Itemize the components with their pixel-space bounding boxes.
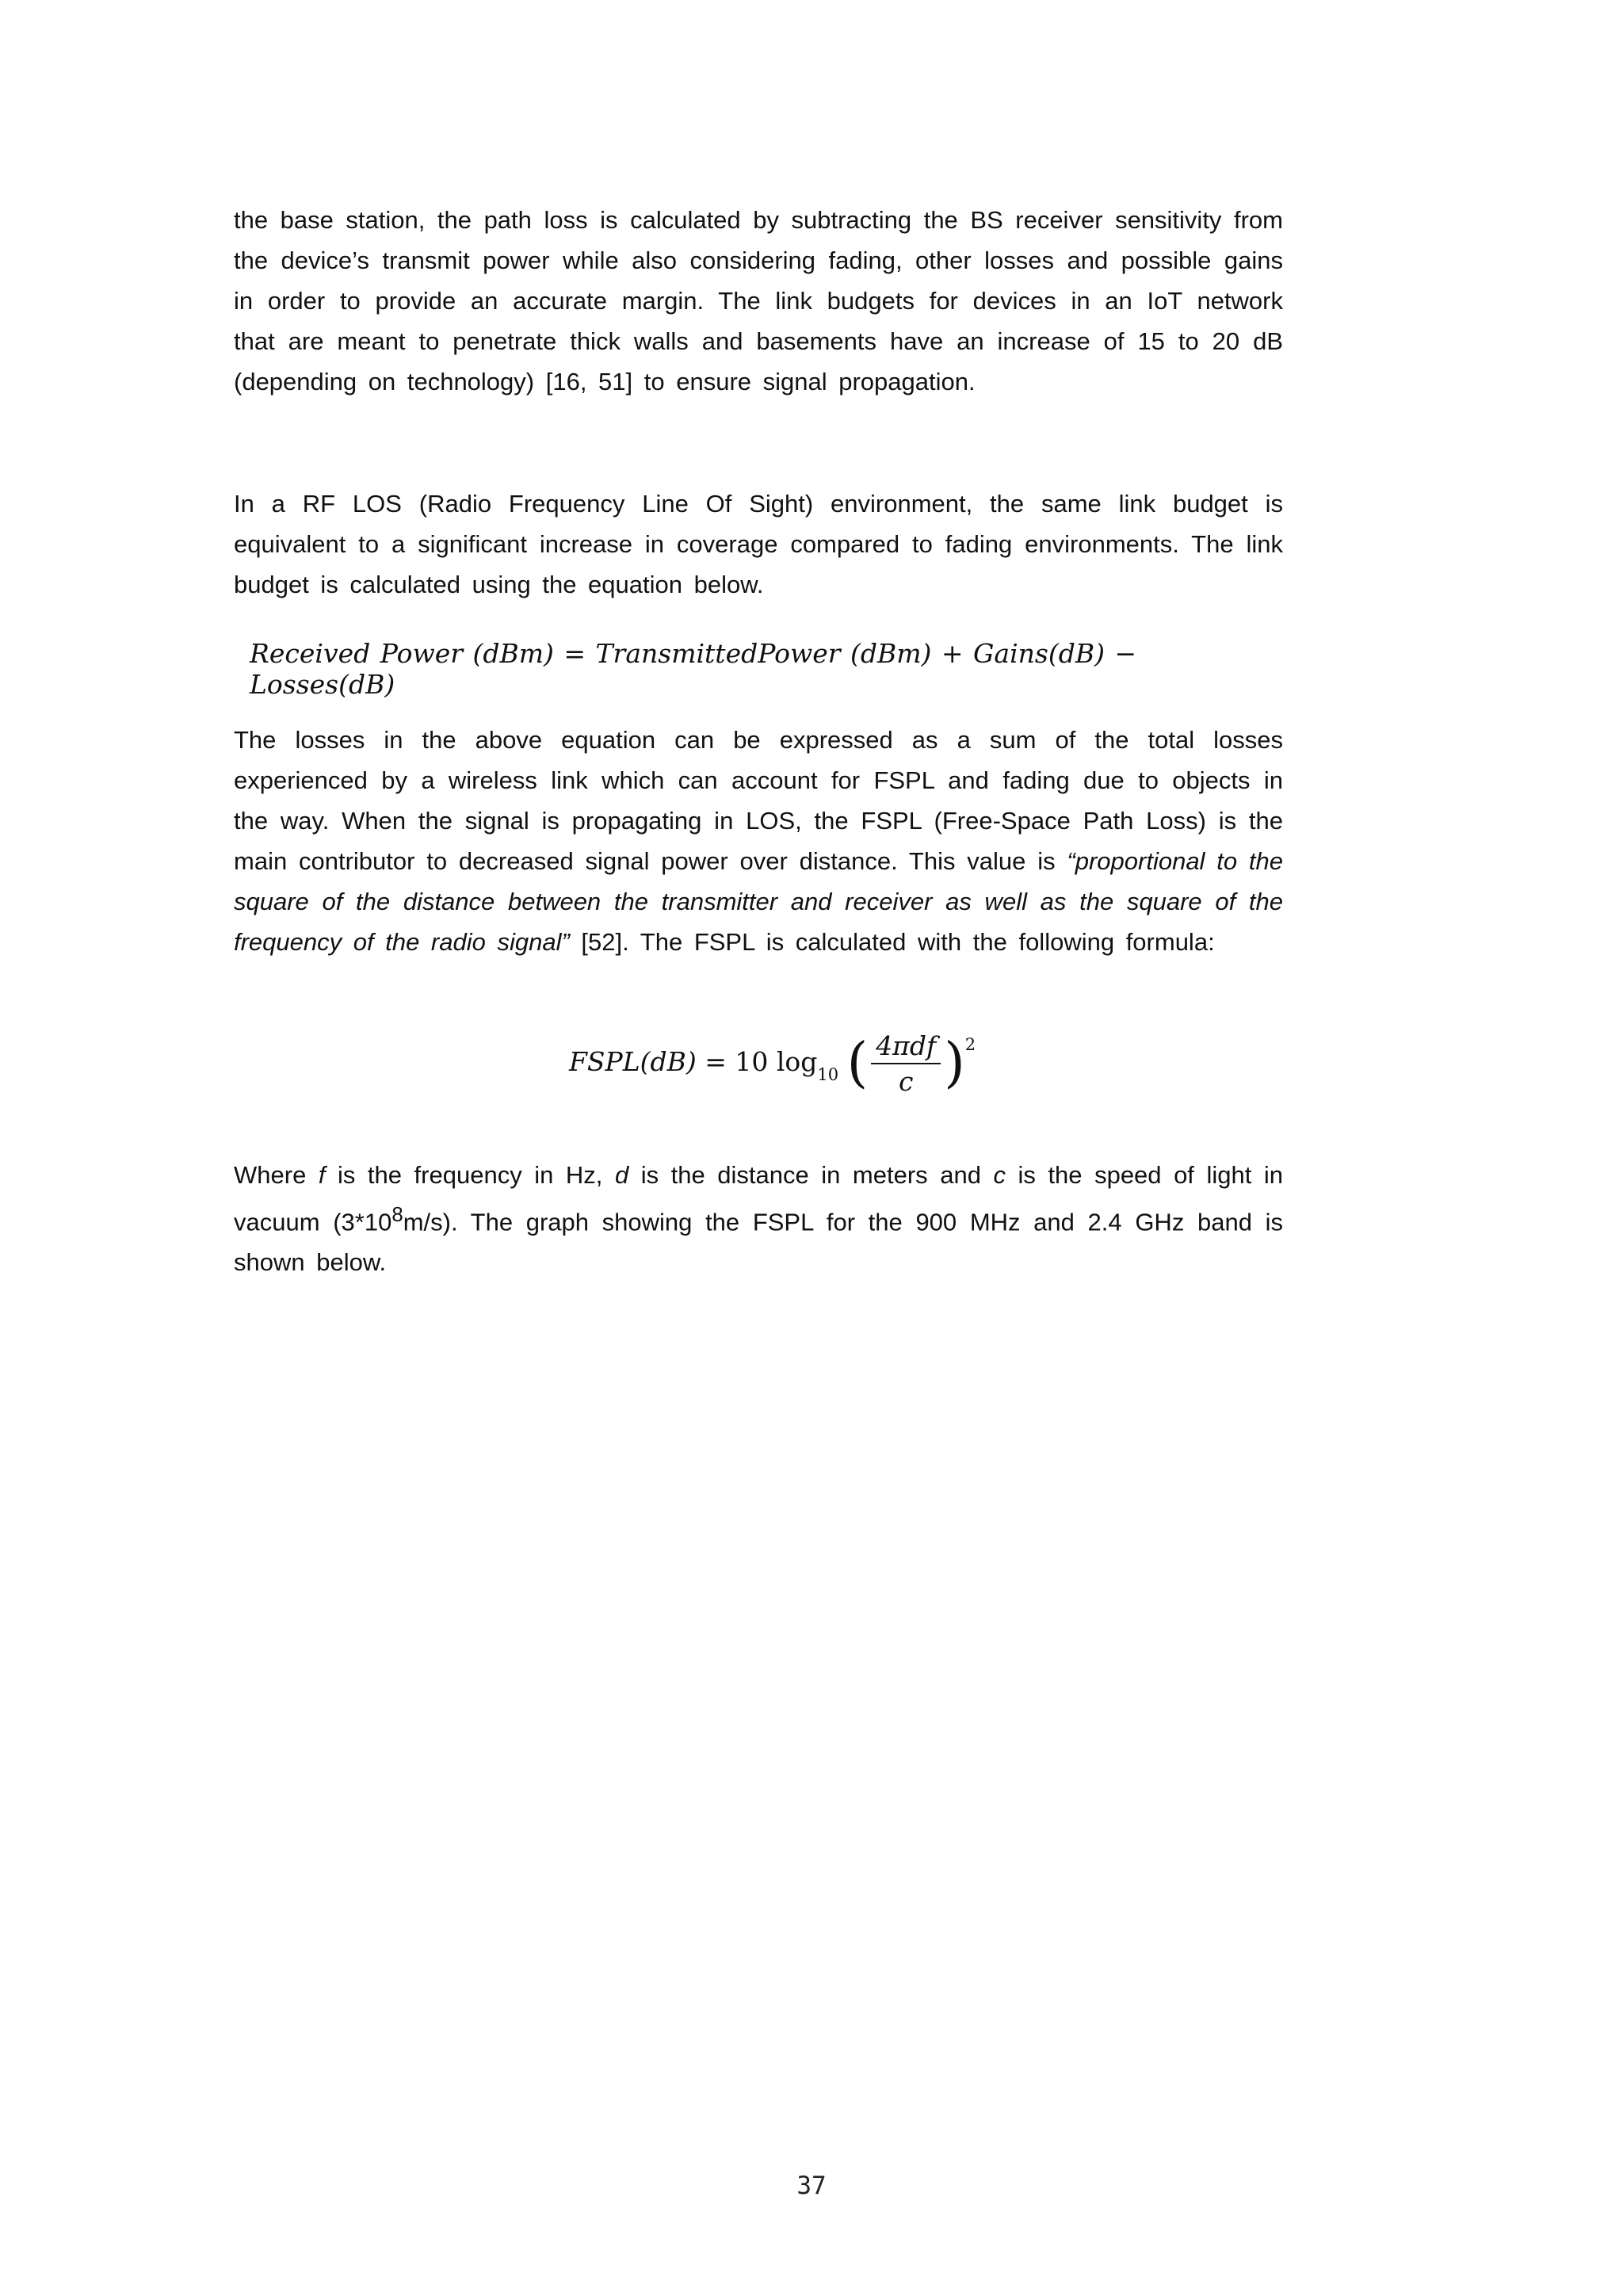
variable-d: d [614, 1161, 629, 1189]
paragraph-text-before-quote: The losses in the above equation can be expressed as a sum of the total losses experienced by a wireless link which can account for FSPL and fading due to objects in the way. When the signal is propagating in LOS, the FSPL (Free-Space Path Loss) is the main contributor to decreased signal power over distance. This value is [234, 726, 1283, 875]
paragraph-text: the base station, the path loss is calculated by subtracting the BS receiver sensitivity from the device’s transmit power while also considering fading, other losses and possible gains in order to provide an accurate margin. The link budgets for devices in an IoT network that are meant to penetrate thick walls and basements have an increase of 15 to 20 dB (depending on technology) [16, 51] to ensure signal propagation. [234, 206, 1283, 395]
paragraph-text [234, 720, 1283, 962]
equation-close-paren: ) [944, 1032, 965, 1095]
page-number: 37 [796, 2172, 827, 2200]
variable-f: f [318, 1161, 326, 1189]
equation-numerator: 4πdf [871, 1030, 941, 1064]
paragraph-link-budget [234, 200, 1283, 402]
paragraph-variables [234, 1155, 1283, 1282]
equation-fraction [871, 1030, 941, 1097]
text-run: m/s). The graph showing the FSPL for the 900 MHz and 2.4 GHz band is shown below. [234, 1208, 1283, 1277]
variable-c: c [993, 1161, 1006, 1189]
text-run: is the frequency in Hz, [325, 1161, 615, 1189]
paragraph-fspl [234, 720, 1283, 962]
text-run: Where [234, 1161, 319, 1189]
paragraph-text: In a RF LOS (Radio Frequency Line Of Sight) environment, the same link budget is equivalent to a significant increase in coverage compared to fading environments. The link budget is calculated using the equation below. [234, 490, 1283, 598]
paragraph-text-after-quote: [52]. The FSPL is calculated with the following formula: [569, 928, 1215, 956]
quoted-definition: “proportional to the square of the distance between the transmitter and receiver as well as the square of the frequency of the radio signal” [234, 847, 1283, 956]
equation-log-base: 10 [817, 1064, 839, 1084]
equation-received-power [250, 638, 1280, 700]
equation-lhs: FSPL(dB) = [569, 1046, 735, 1077]
equation-fspl [569, 1030, 976, 1097]
equation-denominator: c [898, 1066, 914, 1097]
equation-text: Received Power (dBm) = TransmittedPower (dBm) + Gains(dB) − Losses(dB) [250, 638, 1137, 700]
equation-open-paren: ( [846, 1032, 869, 1095]
paragraph-rf-los [234, 483, 1283, 605]
text-run: is the distance in meters and [628, 1161, 994, 1189]
equation-coefficient-log: 10 log [735, 1046, 818, 1077]
equation-exponent: 2 [964, 1035, 976, 1054]
exponent-8: 8 [391, 1204, 403, 1226]
paragraph-text [234, 1155, 1283, 1282]
text-run: is the speed of light in vacuum (3*10 [234, 1161, 1283, 1236]
